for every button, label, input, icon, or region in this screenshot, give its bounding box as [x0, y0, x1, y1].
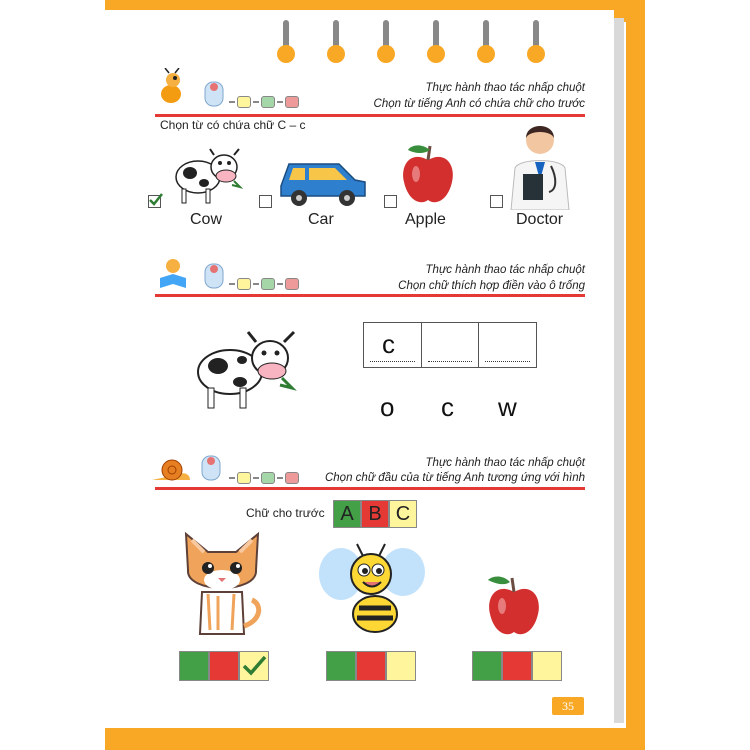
given-letters — [333, 500, 417, 528]
answer-cell-a[interactable] — [326, 651, 356, 681]
cow-icon — [168, 145, 246, 207]
filled-letter: c — [382, 329, 395, 359]
option-label-apple[interactable]: Apple — [405, 211, 446, 228]
frame-bottom — [105, 728, 645, 750]
letter-blanks — [363, 322, 537, 368]
blank-cell-1[interactable] — [364, 323, 422, 367]
ring-icon — [525, 20, 547, 64]
blank-cell-2[interactable] — [422, 323, 480, 367]
letter-choice-o[interactable]: o — [380, 392, 395, 422]
doctor-icon — [505, 118, 575, 210]
answer-row-apple — [472, 651, 562, 681]
section-1-heading — [155, 82, 585, 118]
red-rule — [155, 114, 585, 117]
heading-line-2: Chọn chữ thích hợp điền vào ô trống — [398, 280, 585, 292]
page-shadow — [614, 18, 624, 723]
red-rule — [155, 487, 585, 490]
heading-line-2: Chọn chữ đầu của từ tiếng Anh tương ứng với hình — [324, 472, 585, 484]
checkbox-apple[interactable] — [384, 195, 397, 208]
answer-cell-a[interactable] — [179, 651, 209, 681]
heading-line-2: Chọn từ tiếng Anh có chứa chữ cho trước — [373, 98, 585, 110]
answer-cell-c[interactable] — [386, 651, 416, 681]
answer-row-cat — [179, 651, 269, 681]
given-letters-label: Chữ cho trước — [246, 506, 325, 520]
checkmark-icon — [240, 652, 268, 680]
checkbox-cow[interactable] — [148, 195, 161, 208]
answer-cell-c[interactable] — [239, 651, 269, 681]
section-2-heading — [155, 264, 585, 300]
answer-cell-c[interactable] — [532, 651, 562, 681]
section-3-heading — [155, 457, 585, 493]
answer-cell-b[interactable] — [356, 651, 386, 681]
blank-cell-3[interactable] — [479, 323, 536, 367]
option-label-doctor[interactable]: Doctor — [516, 211, 564, 228]
ring-icon — [325, 20, 347, 64]
heading-line-1: Thực hành thao tác nhấp chuột — [425, 264, 585, 276]
instruction-text: Chọn từ có chứa chữ C – c — [160, 118, 306, 132]
checkbox-car[interactable] — [259, 195, 272, 208]
apple-icon — [484, 572, 544, 638]
checkmark-icon — [148, 193, 164, 207]
car-icon — [275, 156, 369, 208]
frame-right — [626, 0, 645, 750]
option-label-car[interactable]: Car — [308, 211, 334, 228]
ring-icon — [375, 20, 397, 64]
ring-icon — [475, 20, 497, 64]
answer-cell-a[interactable] — [472, 651, 502, 681]
red-rule — [155, 294, 585, 297]
answer-cell-b[interactable] — [209, 651, 239, 681]
cow-icon — [190, 328, 302, 414]
page-number: 35 — [552, 697, 584, 715]
option-label-cow[interactable]: Cow — [190, 211, 223, 228]
bee-icon — [315, 538, 427, 634]
letter-b[interactable]: B — [361, 500, 389, 528]
cat-icon — [178, 530, 266, 640]
ring-icon — [425, 20, 447, 64]
letter-c[interactable]: C — [389, 500, 417, 528]
heading-line-1: Thực hành thao tác nhấp chuột — [425, 457, 585, 469]
letter-choice-w[interactable]: w — [498, 392, 517, 422]
ring-icon — [275, 20, 297, 64]
heading-line-1: Thực hành thao tác nhấp chuột — [425, 82, 585, 94]
answer-row-bee — [326, 651, 416, 681]
checkbox-doctor[interactable] — [490, 195, 503, 208]
letter-a[interactable]: A — [333, 500, 361, 528]
apple-icon — [398, 140, 458, 208]
answer-cell-b[interactable] — [502, 651, 532, 681]
letter-choice-c[interactable]: c — [441, 392, 454, 422]
